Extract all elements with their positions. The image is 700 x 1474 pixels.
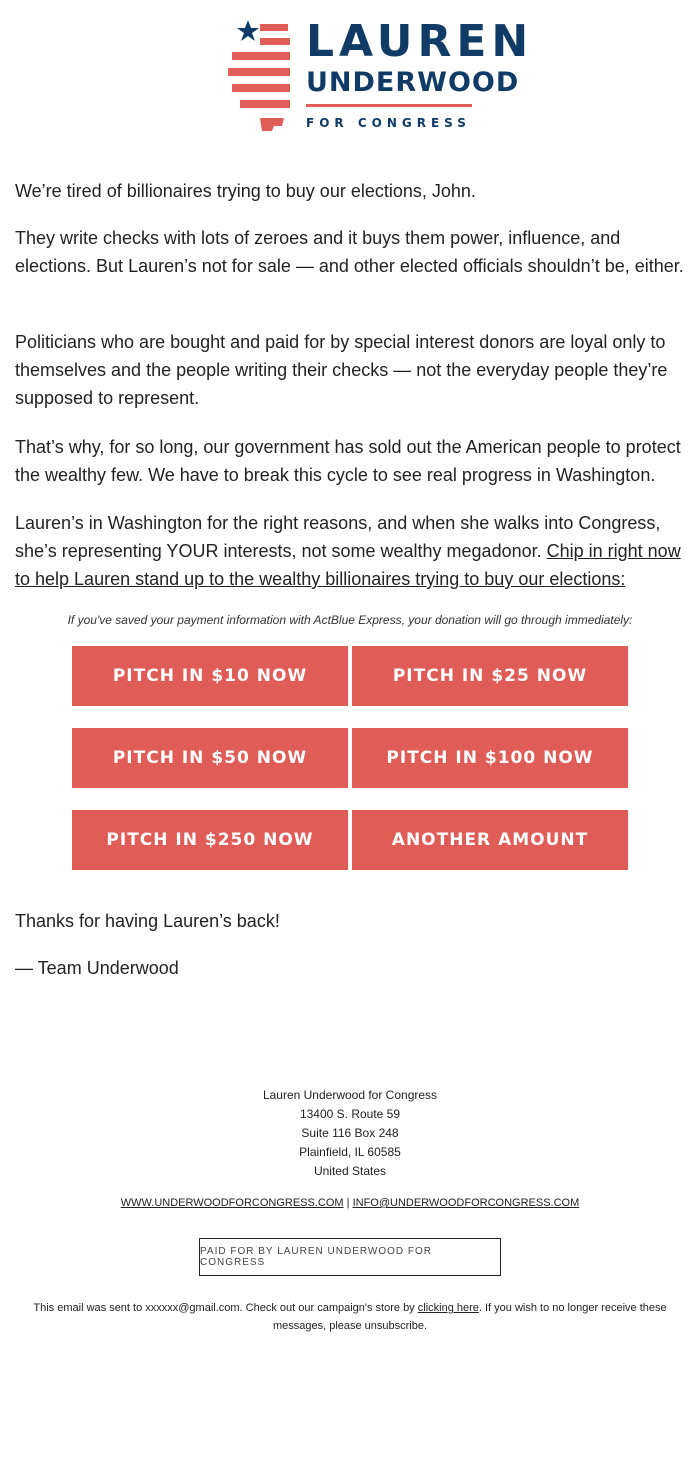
paragraph-1: We’re tired of billionaires trying to buy our elections, John. [15, 181, 476, 201]
address-line: 13400 S. Route 59 [299, 1107, 401, 1121]
thanks-text: Thanks for having Lauren’s back! [15, 911, 280, 931]
fine-print-suffix: . If you wish to no longer receive these messages, please unsubscribe. [272, 1302, 667, 1332]
paragraph-5 [15, 509, 687, 593]
footer-address [0, 1086, 700, 1181]
address-line: Lauren Underwood for Congress [262, 1088, 438, 1102]
logo-first-name: LAUREN [306, 16, 534, 67]
logo-last-name: UNDERWOOD [306, 67, 520, 98]
donate-link[interactable]: Chip in right now to help Lauren stand up to the wealthy billionaires trying to buy our elections: [15, 541, 681, 589]
paid-for-disclaimer: PAID FOR BY LAUREN UNDERWOOD FOR CONGRESS [199, 1238, 501, 1276]
signature: — Team Underwood [15, 958, 179, 978]
logo-tagline: FOR CONGRESS [306, 116, 471, 130]
website-link[interactable]: WWW.UNDERWOODFORCONGRESS.COM [120, 1197, 344, 1209]
pitch-in-100-button[interactable]: PITCH IN $100 NOW [352, 728, 628, 788]
pitch-in-50-button[interactable]: PITCH IN $50 NOW [72, 728, 348, 788]
pitch-in-10-button[interactable]: PITCH IN $10 NOW [72, 646, 348, 706]
store-link[interactable]: clicking here [417, 1302, 479, 1314]
campaign-logo [226, 16, 534, 136]
logo-divider [306, 104, 472, 107]
pitch-in-25-button[interactable]: PITCH IN $25 NOW [352, 646, 628, 706]
paragraph-5-text: Lauren’s in Washington for the right reasons, and when she walks into Congress, she’s representing YOUR interests, not some wealthy megadonor. [15, 513, 661, 561]
address-line: Plainfield, IL 60585 [299, 1145, 401, 1159]
email-link[interactable]: INFO@UNDERWOODFORCONGRESS.COM [352, 1197, 580, 1209]
fine-print-prefix: This email was sent to xxxxxx@gmail.com. Check out our campaign's store by [33, 1302, 418, 1314]
paragraph-2: They write checks with lots of zeroes and it buys them power, influence, and elections. But Lauren’s not for sale — and other elected officials shouldn’t be, either. [15, 228, 684, 276]
actblue-note: If you've saved your payment information with ActBlue Express, your donation will go through immediately: [67, 613, 633, 627]
address-line: Suite 116 Box 248 [301, 1126, 399, 1140]
another-amount-button[interactable]: ANOTHER AMOUNT [352, 810, 628, 870]
footer-links [0, 1197, 700, 1209]
fine-print [20, 1299, 680, 1335]
pitch-in-250-button[interactable]: PITCH IN $250 NOW [72, 810, 348, 870]
paragraph-4: That’s why, for so long, our government has sold out the American people to protect the wealthy few. We have to break this cycle to see real progress in Washington. [15, 437, 681, 485]
address-line: United States [313, 1164, 387, 1178]
flag-map-icon [226, 18, 296, 136]
link-separator: | [346, 1197, 350, 1209]
paragraph-3: Politicians who are bought and paid for by special interest donors are loyal only to themselves and the people writing their checks — not the everyday people they’re supposed to represent. [15, 332, 668, 408]
